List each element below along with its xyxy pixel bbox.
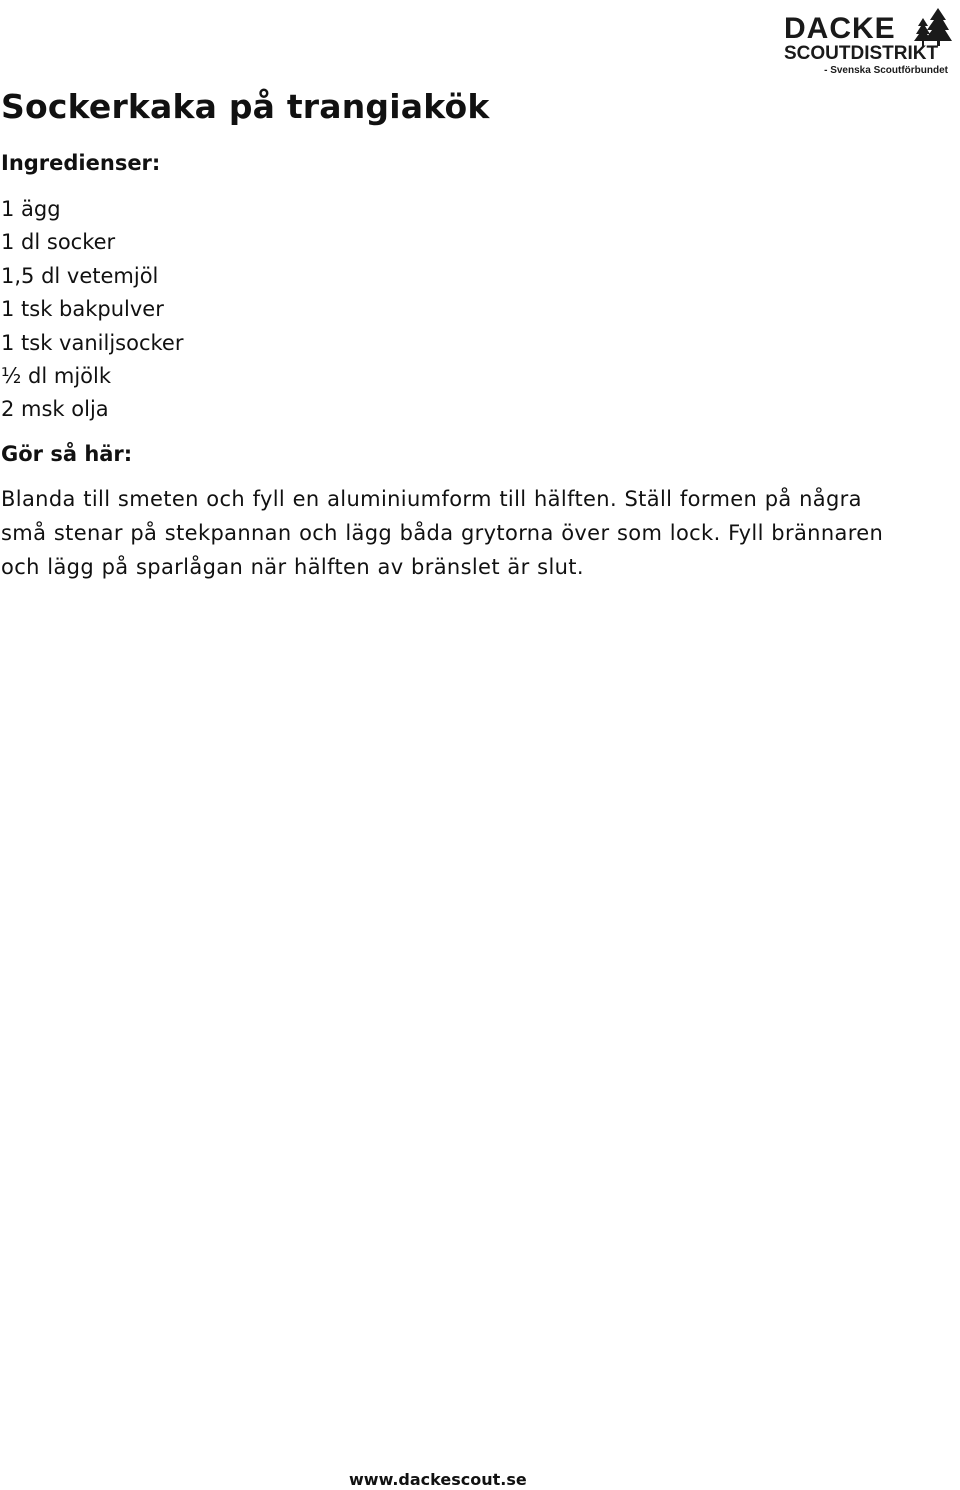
dacke-scoutdistrikt-logo xyxy=(784,8,954,78)
ingredients-list xyxy=(1,193,183,427)
ingredient-item: 1 ägg xyxy=(1,197,61,221)
ingredient-item: 1,5 dl vetemjöl xyxy=(1,263,159,288)
recipe-title: Sockerkaka på trangiakök xyxy=(1,87,490,126)
ingredient-item: 1 tsk vaniljsocker xyxy=(1,330,184,355)
ingredient-item: 1 tsk bakpulver xyxy=(1,297,164,322)
logo-text-scoutdistrikt: SCOUTDISTRIKT xyxy=(784,43,939,64)
logo-text-dacke: DACKE xyxy=(784,12,896,45)
instructions-text: Blanda till smeten och fyll en aluminiumform till hälften. Ställ formen på några små stenar på stekpannan och lägg båda grytorna över som lock. Fyll brännaren och lägg på sparlågan när hälften av bränslet är slut. xyxy=(1,487,884,579)
ingredient-item: 2 msk olja xyxy=(1,397,109,422)
steps-heading: Gör så här: xyxy=(1,442,133,466)
ingredient-item: 1 dl socker xyxy=(1,230,116,255)
ingredients-heading: Ingredienser: xyxy=(1,151,161,175)
logo-text-svenska-scoutforbundet: - Svenska Scoutförbundet xyxy=(824,65,948,76)
ingredient-item: ½ dl mjölk xyxy=(1,363,112,388)
footer-url: www.dackescout.se xyxy=(349,1470,527,1489)
pine-trees-icon xyxy=(908,8,952,46)
